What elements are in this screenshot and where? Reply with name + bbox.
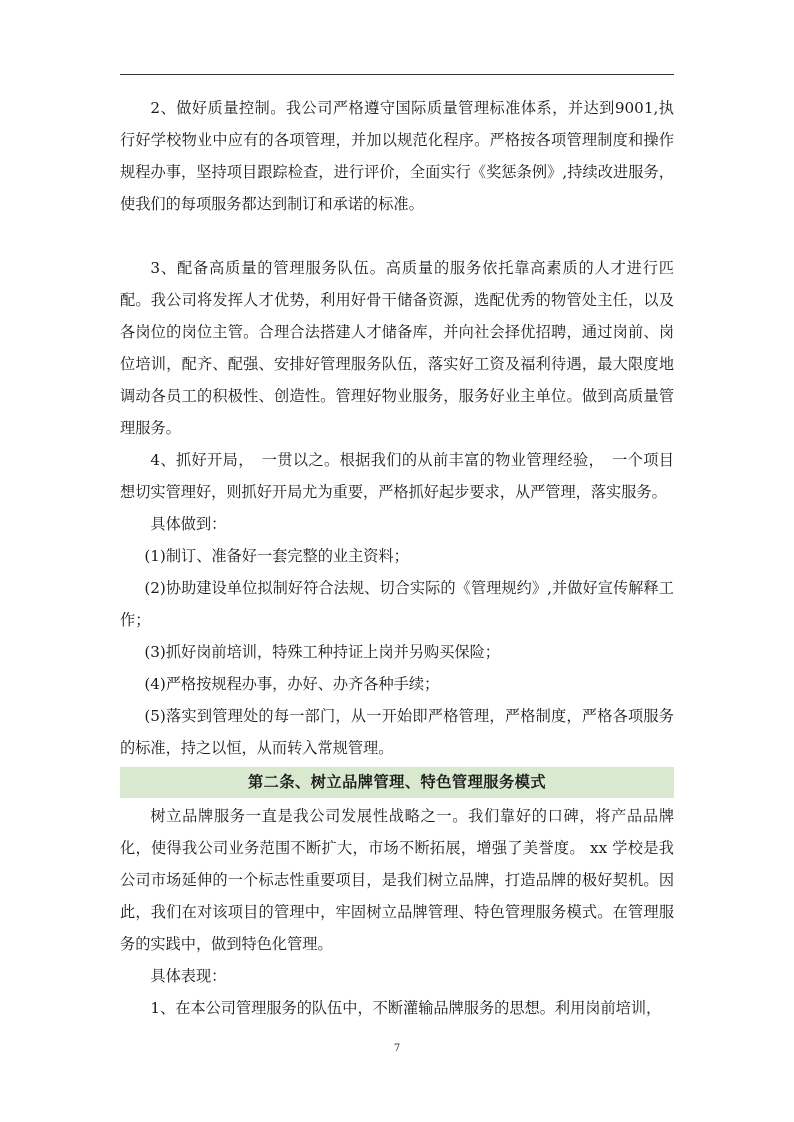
header-rule bbox=[120, 74, 674, 75]
list-item: (4)严格按规程办事，办好、办齐各种手续； bbox=[144, 675, 440, 693]
page-number: 7 bbox=[393, 1043, 401, 1054]
list-item: (3)抓好岗前培训，特殊工种持证上岗并另购买保险； bbox=[144, 643, 500, 661]
paragraph-opening: 4、抓好开局， 一贯以之。根据我们的从前丰富的物业管理经验， 一个项目想切实管理好，则抓好开局尤为重要，严格抓好起步要求，从严管理，落实服务。 bbox=[120, 451, 674, 501]
section-heading: 第二条、树立品牌管理、特色管理服务模式 bbox=[120, 767, 674, 798]
document-body bbox=[120, 92, 674, 1024]
paragraph-quality-control: 2、做好质量控制。我公司严格遵守国际质量管理标准体系，并达到9001,执行好学校物业中应有的各项管理，并加以规范化程序。严格按各项管理制度和操作规程办事，坚持项目跟踪检查，进行评价，全面实行《奖惩条例》,持续改进服务，使我们的每项服务都达到制订和承诺的标准。 bbox=[120, 99, 674, 213]
paragraph-gap bbox=[120, 220, 674, 252]
list-item: (1)制订、准备好一套完整的业主资料； bbox=[144, 547, 409, 565]
paragraph-brand: 树立品牌服务一直是我公司发展性战略之一。我们靠好的口碑，将产品品牌化，使得我公司业务范围不断扩大，市场不断拓展，增强了美誉度。 xx 学校是我公司市场延伸的一个标志性重要项目，是我们树立品牌，打造品牌的极好契机。因此，我们在对该项目的管理中，牢固树立品牌管理、特色管理服务模式。在管理服务的实践中，做到特色化管理。 bbox=[120, 807, 674, 953]
paragraph-details-label: 具体表现： bbox=[150, 967, 227, 985]
paragraph-point-1: 1、在本公司管理服务的队伍中，不断灌输品牌服务的思想。利用岗前培训， bbox=[150, 999, 662, 1017]
list-item: (5)落实到管理处的每一部门，从一开始即严格管理，严格制度，严格各项服务的标准，持之以恒，从而转入常规管理。 bbox=[120, 707, 674, 757]
list-item: (2)协助建设单位拟制好符合法规、切合实际的《管理规约》,并做好宣传解释工作； bbox=[120, 579, 674, 629]
paragraph-specifics-label: 具体做到： bbox=[150, 515, 227, 533]
paragraph-staffing: 3、配备高质量的管理服务队伍。高质量的服务依托靠高素质的人才进行匹配。我公司将发挥人才优势，利用好骨干储备资源，选配优秀的物管处主任，以及各岗位的岗位主管。合理合法搭建人才储备库，并向社会择优招聘，通过岗前、岗位培训，配齐、配强、安排好管理服务队伍，落实好工资及福利待遇，最大限度地调动各员工的积极性、创造性。管理好物业服务，服务好业主单位。做到高质量管理服务。 bbox=[120, 259, 674, 437]
